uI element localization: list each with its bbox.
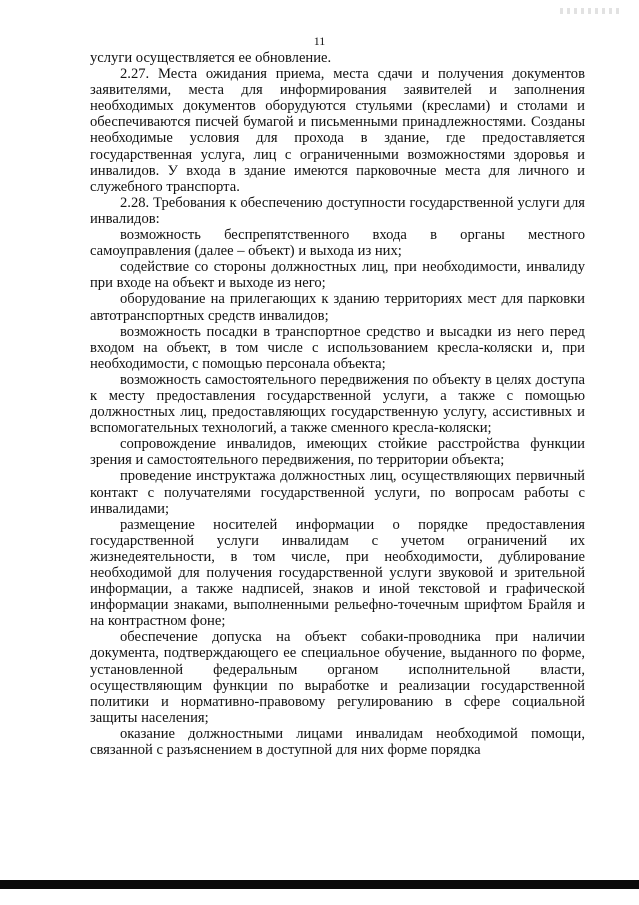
list-item-assistance: содействие со стороны должностных лиц, при необходимости, инвалиду при входе на объект и выходе из него; bbox=[90, 259, 585, 292]
scan-bottom-edge bbox=[0, 880, 639, 889]
paragraph-continuation: услуги осуществляется ее обновление. bbox=[90, 50, 332, 66]
list-item-information: размещение носителей информации о порядке предоставления государственной услуги инвалидам с учетом ограничений их жизнедеятельности, в том числе, при необходимости, дублирование необходимой для получения государственной услуги звуковой и зрительной информации, а также надписей, знаков и иной текстовой и графической информации знаками, выполненными рельефно-точечным шрифтом Брайля и на контрастном фоне; bbox=[90, 516, 585, 630]
list-item-briefing: проведение инструктажа должностных лиц, осуществляющих первичный контакт с получателями государственной услуги, по вопросам работы с инвалидами; bbox=[90, 468, 585, 517]
list-item-guide-dog: обеспечение допуска на объект собаки-проводника при наличии документа, подтверждающего ее специальное обучение, выданного по форме, установленной федеральным органом исполнительной власти, осуществляющим функции по выработке и реализации государственной политики и нормативно-правовому регулированию в сфере социальной защиты населения; bbox=[90, 629, 585, 726]
paragraph-2-28: 2.28. Требования к обеспечению доступности государственной услуги для инвалидов: bbox=[90, 194, 585, 227]
list-item-entrance: возможность беспрепятственного входа в органы местного самоуправления (далее – объект) и выхода из них; bbox=[90, 227, 585, 260]
paragraph-2-27: 2.27. Места ожидания приема, места сдачи и получения документов заявителями, места для информирования заявителей и заполнения необходимых документов оборудуются стульями (креслами) и столами и обеспечиваются писчей бумагой и письменными принадлежностями. Созданы необходимые условия для прохода в здание, где предоставляется государственная услуга, лиц с ограниченными возможностями здоровья и инвалидов. У входа в здание имеются парковочные места для личного и служебного транспорта. bbox=[90, 66, 585, 195]
page-number: 11 bbox=[313, 34, 326, 48]
scan-artifact bbox=[560, 8, 620, 14]
list-item-transport: возможность посадки в транспортное средство и высадки из него перед входом на объект, в том числе с использованием кресла-коляски и, при необходимости, с помощью персонала объекта; bbox=[90, 323, 585, 372]
list-item-movement: возможность самостоятельного передвижения по объекту в целях доступа к месту предоставления государственной услуги, а также с помощью должностных лиц, предоставляющих государственную услугу, ассистивных и вспомогательных технологий, а также сменного кресла-коляски; bbox=[90, 371, 585, 437]
list-item-help: оказание должностными лицами инвалидам необходимой помощи, связанной с разъяснением в доступной для них форме порядка bbox=[90, 725, 585, 759]
list-item-parking: оборудование на прилегающих к зданию территориях мест для парковки автотранспортных средств инвалидов; bbox=[90, 291, 585, 324]
list-item-escort: сопровождение инвалидов, имеющих стойкие расстройства функции зрения и самостоятельного передвижения, по территории объекта; bbox=[90, 436, 585, 469]
document-body bbox=[90, 50, 585, 758]
